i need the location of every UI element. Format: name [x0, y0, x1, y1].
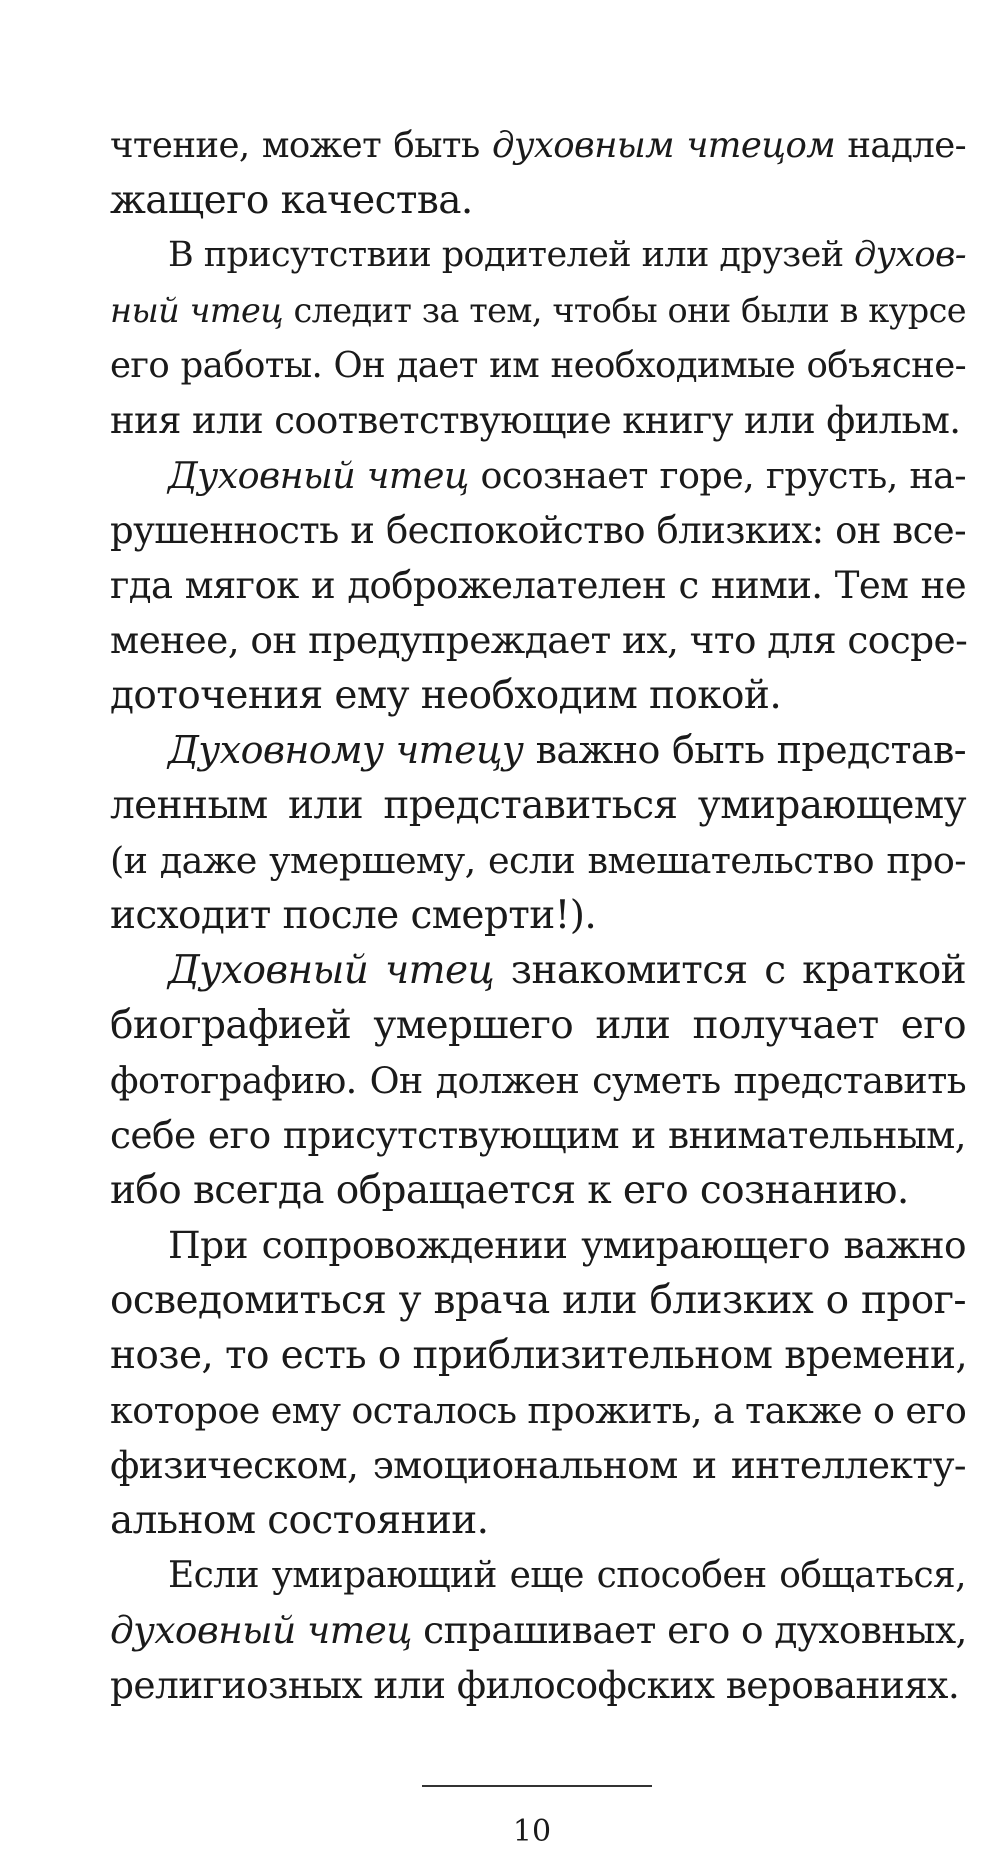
- text-line: [110, 448, 966, 503]
- text-line: [110, 778, 966, 833]
- text-line: [110, 1163, 966, 1218]
- text-line: [110, 338, 966, 393]
- text-run: менее, он предупреждает их, что для сосре-: [110, 618, 968, 662]
- text-line: [110, 1053, 966, 1108]
- italic-term: духовный чтец: [110, 1608, 412, 1652]
- text-run: спрашивает его о духовных,: [411, 1608, 967, 1652]
- text-line: [110, 503, 966, 558]
- text-run: ленным или представиться умирающему: [110, 783, 966, 828]
- text-line: [110, 1328, 966, 1383]
- text-run: религиозных или философских верованиях.: [110, 1663, 960, 1707]
- text-line: [110, 283, 966, 338]
- text-run: физическом, эмоциональном и интеллекту-: [110, 1443, 966, 1487]
- text-line: [110, 943, 966, 998]
- text-line: [110, 1108, 966, 1163]
- text-run: себе его присутствующим и внимательным,: [110, 1113, 966, 1157]
- text-run: надле-: [835, 125, 967, 166]
- text-run: гда мягок и доброжелателен с ними. Тем не: [110, 564, 966, 607]
- text-line: [110, 668, 966, 723]
- italic-term: духовным чтецом: [491, 125, 836, 166]
- text-run: которое ему осталось прожить, а также о его: [110, 1389, 967, 1432]
- text-run: осведомиться у врача или близких о прог-: [110, 1278, 966, 1323]
- italic-term: Духовный чтец: [168, 948, 495, 993]
- text-run: жащего качества.: [110, 178, 473, 223]
- text-line: [110, 118, 966, 173]
- paragraph: [110, 228, 966, 448]
- body-text: [110, 118, 966, 1713]
- text-run: ния или соответствующие книгу или фильм.: [110, 399, 961, 442]
- text-line: [110, 998, 966, 1053]
- italic-term: Духовному чтецу: [168, 728, 524, 772]
- text-line: [110, 1273, 966, 1328]
- text-run: При сопровождении умирающего важно: [168, 1223, 966, 1267]
- text-run: исходит после смерти!).: [110, 893, 597, 938]
- text-line: [110, 1603, 966, 1658]
- text-line: [110, 723, 966, 778]
- footer-divider: [422, 1785, 652, 1787]
- text-run: рушенность и беспокойство близких: он все-: [110, 509, 966, 552]
- text-line: [110, 1383, 966, 1438]
- text-run: знакомится с краткой: [494, 948, 966, 993]
- text-line: [110, 1493, 966, 1548]
- text-line: [110, 1438, 966, 1493]
- paragraph: [110, 448, 966, 723]
- text-line: [110, 888, 966, 943]
- italic-term: ный чтец: [110, 291, 284, 330]
- text-run: доточения ему необходим покой.: [110, 673, 782, 718]
- text-run: фотографию. Он должен суметь представить: [110, 1059, 966, 1102]
- text-line: [110, 833, 966, 888]
- text-line: [110, 1548, 966, 1603]
- text-run: альном состоянии.: [110, 1498, 489, 1543]
- text-run: биографией умершего или получает его: [110, 1003, 966, 1048]
- text-run: его работы. Он дает им необходимые объясне-: [110, 345, 966, 386]
- text-run: Если умирающий еще способен общаться,: [168, 1555, 966, 1596]
- text-run: чтение, может быть: [110, 125, 492, 166]
- text-line: [110, 1218, 966, 1273]
- text-line: [110, 613, 966, 668]
- text-run: следит за тем, чтобы они были в курсе: [283, 291, 966, 330]
- paragraph: [110, 943, 966, 1218]
- text-run: важно быть представ-: [523, 728, 966, 772]
- text-line: [110, 558, 966, 613]
- page-number: 10: [512, 1814, 552, 1849]
- italic-term: Духовный чтец: [168, 454, 469, 497]
- text-run: В присутствии родителей или друзей: [168, 235, 855, 275]
- text-run: ибо всегда обращается к его сознанию.: [110, 1168, 909, 1213]
- italic-term: духов-: [854, 235, 966, 275]
- text-run: осознает горе, грусть, на-: [468, 454, 966, 497]
- paragraph: [110, 118, 966, 228]
- text-line: [110, 1658, 966, 1713]
- text-run: нозе, то есть о приблизительном времени,: [110, 1333, 968, 1378]
- paragraph: [110, 1548, 966, 1713]
- text-line: [110, 393, 966, 448]
- text-line: [110, 173, 966, 228]
- paragraph: [110, 723, 966, 943]
- text-line: [110, 228, 966, 283]
- text-run: (и даже умершему, если вмешательство про-: [110, 839, 966, 882]
- paragraph: [110, 1218, 966, 1548]
